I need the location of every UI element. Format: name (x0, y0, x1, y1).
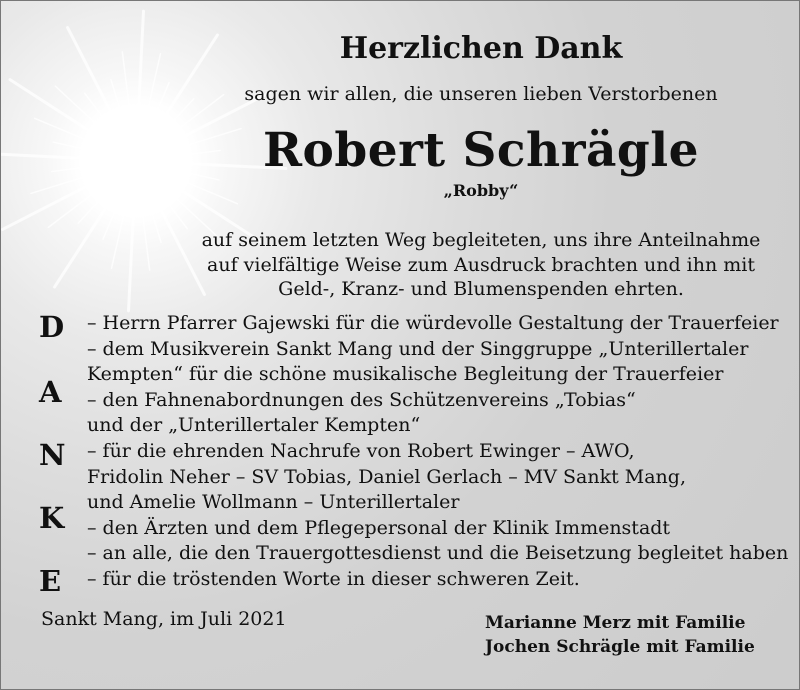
place-date: Sankt Mang, im Juli 2021 (41, 608, 287, 630)
thanks-item: – Herrn Pfarrer Gajewski für die würdevolle Gestaltung der Trauerfeier (87, 312, 779, 334)
danke-letter-a: A (39, 375, 62, 409)
danke-letter-e: E (39, 564, 62, 598)
intro-text: sagen wir allen, die unseren lieben Verstorbenen (244, 83, 718, 105)
thanks-item: – an alle, die den Trauergottesdienst und die Beisetzung begleitet haben (87, 542, 789, 565)
signature-line: Jochen Schrägle mit Familie (485, 637, 755, 657)
thanks-text-line: auf seinem letzten Weg begleiteten, uns ihre Anteilnahme (201, 229, 761, 251)
thanks-text-line: Geld-, Kranz- und Blumenspenden ehrten. (278, 278, 684, 300)
thanks-item: – den Fahnenabordnungen des Schützenvereins „Tobias“ und der „Unterillertaler Kempten“ (87, 388, 636, 437)
danke-letter-d: D (39, 310, 65, 344)
signature-line: Marianne Merz mit Familie (485, 613, 746, 633)
deceased-name: Robert Schrägle (262, 123, 700, 178)
heading: Herzlichen Dank (339, 31, 623, 66)
thanks-item: – dem Musikverein Sankt Mang und der Singgruppe „Unterillertaler Kempten“ für die schöne musikalische Begleitung der Trauerfeier (87, 337, 749, 386)
nickname: „Robby“ (443, 181, 519, 200)
thanks-text-line: auf vielfältige Weise zum Ausdruck brachten und ihn mit (207, 253, 755, 276)
thanks-list (87, 311, 788, 593)
thanks-item: – für die tröstenden Worte in dieser schweren Zeit. (87, 567, 580, 590)
thanks-item: – für die ehrenden Nachrufe von Robert Ewinger – AWO, Fridolin Neher – SV Tobias, Daniel Gerlach – MV Sankt Mang, und Amelie Wollmann – Unterillertaler (87, 439, 687, 514)
thanks-item: – den Ärzten und dem Pflegepersonal der Klinik Immenstadt (87, 516, 671, 539)
danke-letter-k: K (39, 501, 65, 535)
signature-block (485, 611, 755, 659)
thanks-text (202, 228, 761, 302)
danke-letter-n: N (39, 438, 66, 472)
